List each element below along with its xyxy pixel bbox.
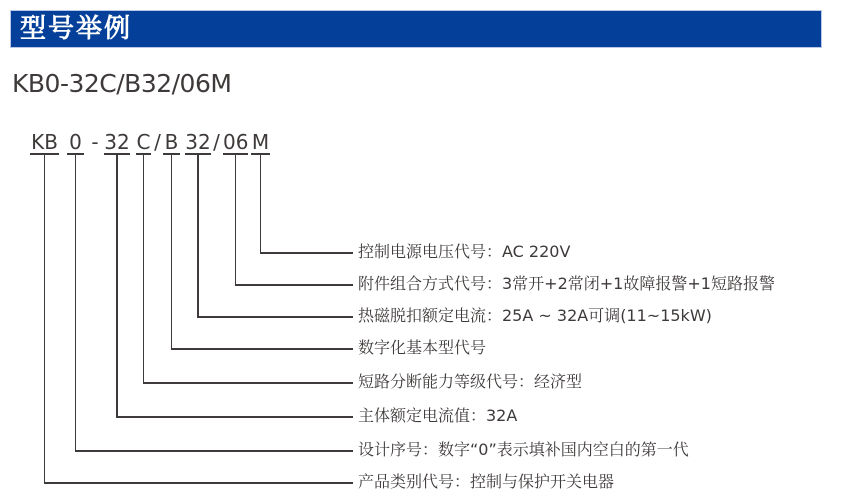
code-segment-m: M bbox=[251, 130, 270, 154]
description-digital-basic: 数字化基本型代号 bbox=[358, 338, 487, 357]
model-number-heading: KB0-32C/B32/06M bbox=[12, 69, 232, 98]
description-control-voltage: 控制电源电压代号：AC 220V bbox=[358, 242, 571, 261]
description-product-category: 产品类别代号：控制与保护开关电器 bbox=[358, 472, 615, 491]
connector-horizontal-32-trip bbox=[197, 316, 353, 318]
section-title: 型号举例 bbox=[20, 14, 133, 44]
description-accessory-combo: 附件组合方式代号：3常开+2常闭+1故障报警+1短路报警 bbox=[358, 274, 775, 293]
code-separator-slash-2: / bbox=[213, 130, 220, 154]
connector-vertical-kb bbox=[44, 155, 46, 484]
connector-horizontal-b bbox=[171, 348, 354, 350]
description-design-serial: 设计序号：数字“0”表示填补国内空白的第一代 bbox=[358, 440, 689, 459]
connector-vertical-06 bbox=[235, 155, 237, 286]
code-segment-06: 06 bbox=[223, 130, 249, 154]
description-rated-current: 主体额定电流值：32A bbox=[358, 406, 518, 425]
code-segment-32-trip: 32 bbox=[185, 130, 211, 154]
connector-vertical-0 bbox=[75, 155, 77, 452]
connector-horizontal-c bbox=[143, 382, 354, 384]
connector-vertical-32-trip bbox=[197, 155, 199, 318]
description-breaking-capacity: 短路分断能力等级代号：经济型 bbox=[358, 372, 583, 391]
connector-vertical-m bbox=[260, 155, 262, 254]
connector-vertical-32-main bbox=[116, 155, 118, 418]
connector-horizontal-32-main bbox=[116, 416, 353, 418]
code-segment-32-main: 32 bbox=[104, 130, 130, 154]
connector-horizontal-kb bbox=[44, 482, 354, 484]
connector-horizontal-m bbox=[260, 252, 354, 254]
description-trip-current: 热磁脱扣额定电流：25A ~ 32A可调(11~15kW) bbox=[358, 306, 712, 325]
code-segment-c: C bbox=[136, 130, 151, 154]
section-banner bbox=[10, 10, 822, 48]
connector-vertical-b bbox=[171, 155, 173, 350]
code-separator-slash-1: / bbox=[154, 130, 161, 154]
connector-horizontal-06 bbox=[235, 284, 354, 286]
code-segment-b: B bbox=[164, 130, 179, 154]
code-segment-kb: KB bbox=[31, 130, 58, 154]
code-separator-dash: - bbox=[91, 130, 99, 154]
code-segment-0: 0 bbox=[67, 132, 84, 155]
connector-horizontal-0 bbox=[75, 450, 354, 452]
connector-vertical-c bbox=[143, 155, 145, 384]
